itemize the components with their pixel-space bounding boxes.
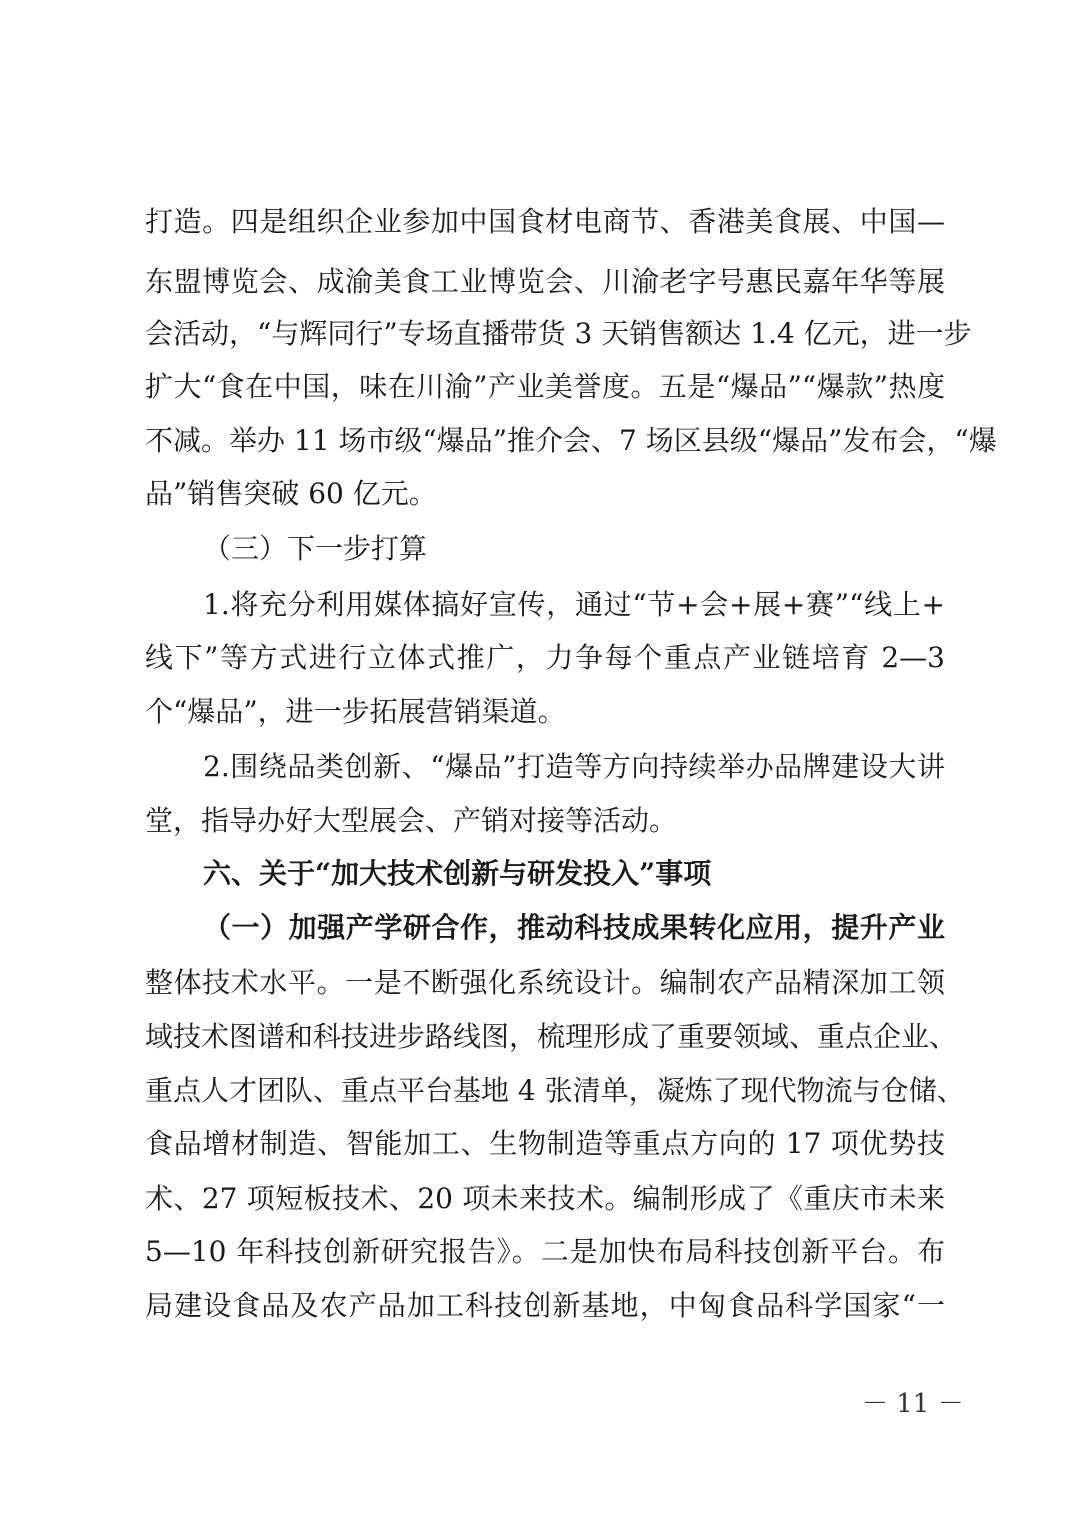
body-text-line: 个“爆品”，进一步拓展营销渠道。: [145, 695, 566, 728]
body-text-line: 局建设食品及农产品加工科技创新基地，中匈食品科学国家“一: [145, 1289, 945, 1322]
body-text-line: 5—10 年科技创新研究报告》。二是加快布局科技创新平台。布: [145, 1235, 945, 1268]
body-text-line: 堂，指导办好大型展会、产销对接等活动。: [145, 804, 678, 837]
body-text-line: 不减。举办 11 场市级“爆品”推介会、7 场区县级“爆品”发布会，“爆: [145, 424, 997, 457]
body-text-line: 食品增材制造、智能加工、生物制造等重点方向的 17 项优势技: [145, 1127, 945, 1160]
body-text-line: 2.围绕品类创新、“爆品”打造等方向持续举办品牌建设大讲: [203, 750, 945, 783]
body-text-line: 品”销售突破 60 亿元。: [145, 477, 437, 510]
subsection-heading: （一）加强产学研合作，推动科技成果转化应用，提升产业: [203, 911, 945, 944]
body-text-line: 术、27 项短板技术、20 项未来技术。编制形成了《重庆市未来: [145, 1182, 945, 1215]
body-text-line: 会活动，“与辉同行”专场直播带货 3 天销售额达 1.4 亿元，进一步: [145, 317, 972, 350]
section-heading: 六、关于“加大技术创新与研发投入”事项: [203, 857, 712, 890]
section-subheading: （三）下一步打算: [203, 532, 428, 565]
body-text-line: 东盟博览会、成渝美食工业博览会、川渝老字号惠民嘉年华等展: [145, 265, 945, 298]
body-text-line: 打造。四是组织企业参加中国食材电商节、香港美食展、中国—: [145, 205, 945, 238]
body-text-line: 扩大“食在中国，味在川渝”产业美誉度。五是“爆品”“爆款”热度: [145, 370, 945, 403]
body-text-line: 1.将充分利用媒体搞好宣传，通过“节+会+展+赛”“线上+: [203, 588, 945, 621]
body-text-line: 整体技术水平。一是不断强化系统设计。编制农产品精深加工领: [145, 966, 945, 999]
body-text-line: 重点人才团队、重点平台基地 4 张清单，凝炼了现代物流与仓储、: [145, 1074, 965, 1107]
page-number: － 11 －: [862, 1389, 964, 1419]
body-text-line: 线下”等方式进行立体式推广，力争每个重点产业链培育 2—3: [145, 641, 945, 674]
body-text-line: 域技术图谱和科技进步路线图，梳理形成了重要领域、重点企业、: [145, 1020, 958, 1053]
